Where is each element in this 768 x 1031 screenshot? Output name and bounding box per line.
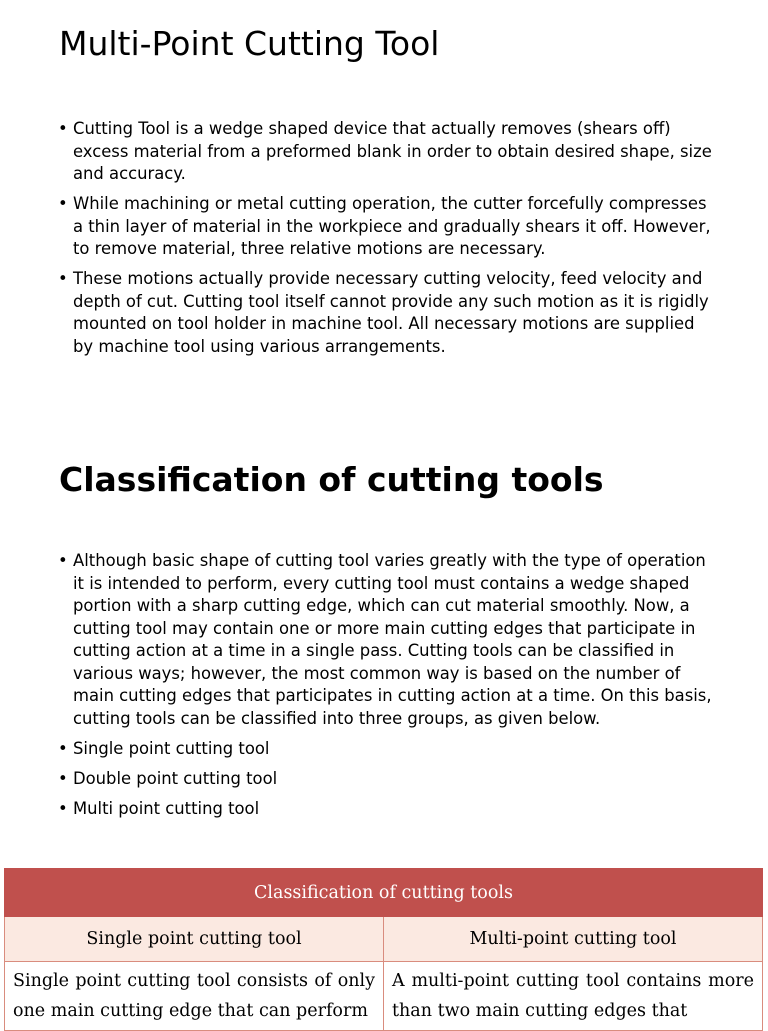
bullet-item: • Although basic shape of cutting tool varies greatly with the type of operation it is intended to perform, every cutting tool must contains a wedge shaped portion with a sharp cutting edge, which can cut material smoothly. Now, a cutting tool may contain one or more main cutting edges that participate in cutting action at a time in a single pass. Cutting tools can be classified in various ways; however, the most common way is based on the number of main cutting edges that participates in cutting action at a time. On this basis, cutting tools can be classified into three groups, as given below.	[58, 550, 718, 730]
column-header: Single point cutting tool	[5, 917, 384, 962]
bullet-item: • Multi point cutting tool	[58, 798, 718, 821]
bullet-item: • While machining or metal cutting operation, the cutter forcefully compresses a thin layer of material in the workpiece and gradually shears it off. However, to remove material, three relative motions are necessary.	[58, 193, 718, 261]
table-title: Classification of cutting tools	[5, 869, 763, 917]
bullet-item: • These motions actually provide necessary cutting velocity, feed velocity and depth of cut. Cutting tool itself cannot provide any such motion as it is rigidly mounted on tool holder in machine tool. All necessary motions are supplied by machine tool using various arrangements.	[58, 268, 718, 358]
section-title: Classification of cutting tools	[59, 460, 604, 499]
bullet-item: • Single point cutting tool	[58, 738, 718, 761]
intro-bullet-list	[58, 118, 718, 366]
bullet-item: • Double point cutting tool	[58, 768, 718, 791]
bullet-item: • Cutting Tool is a wedge shaped device that actually removes (shears off) excess material from a preformed blank in order to obtain desired shape, size and accuracy.	[58, 118, 718, 186]
table-cell: A multi-point cutting tool contains more than two main cutting edges that	[384, 962, 763, 1031]
classification-bullet-list	[58, 550, 718, 828]
classification-table	[4, 868, 763, 1031]
page-title: Multi-Point Cutting Tool	[59, 24, 440, 63]
table-cell: Single point cutting tool consists of only one main cutting edge that can perform	[5, 962, 384, 1031]
column-header: Multi-point cutting tool	[384, 917, 763, 962]
table-row	[5, 962, 763, 1031]
